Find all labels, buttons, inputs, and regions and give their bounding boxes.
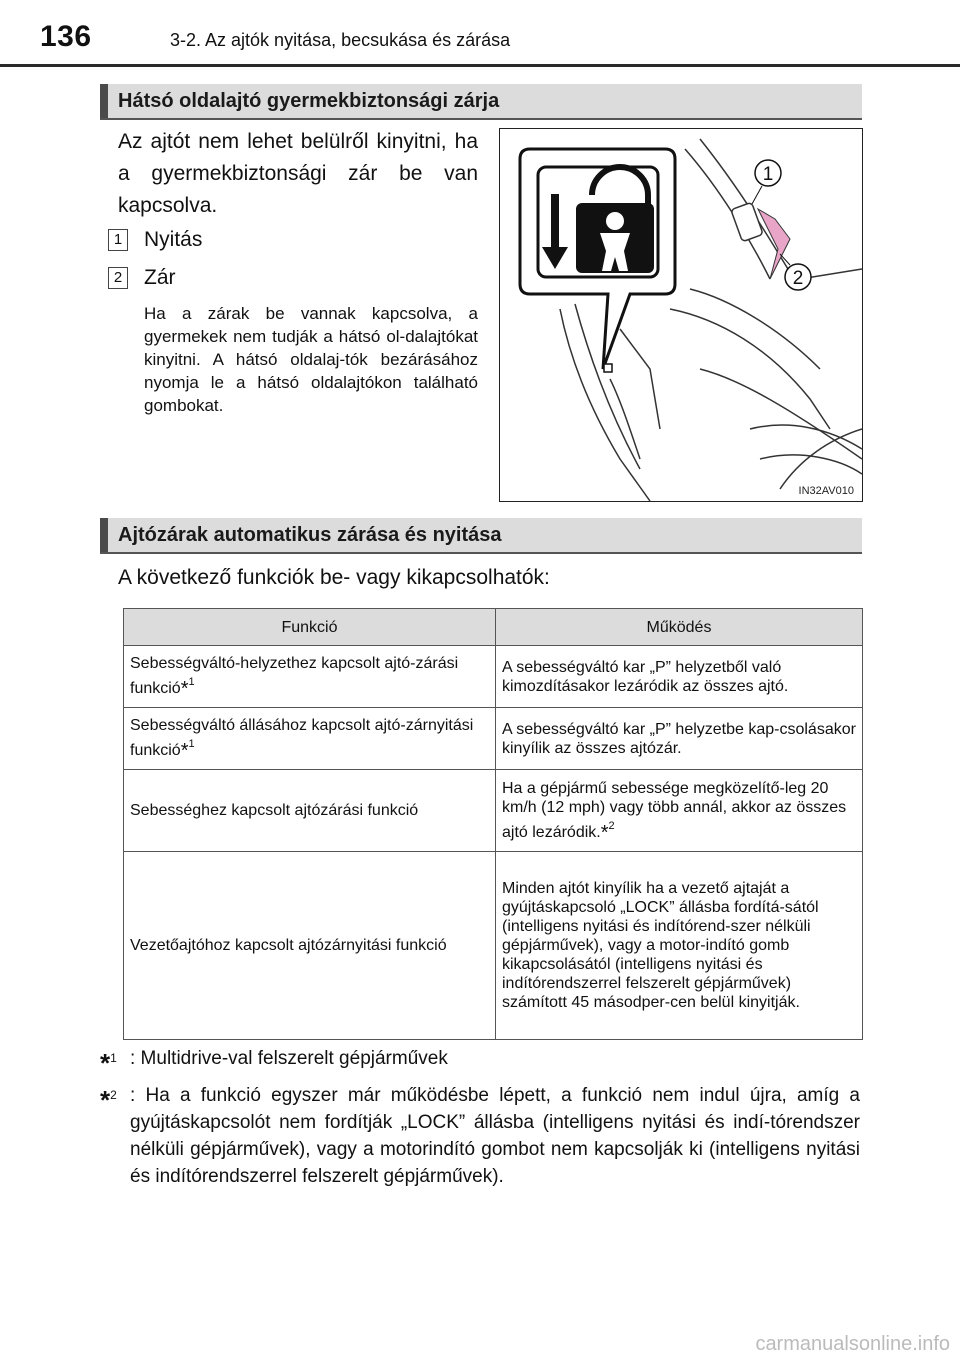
- footnote-marker: *$^1$: [100, 1048, 117, 1078]
- footnote-2: [100, 1082, 860, 1190]
- section-heading-child-lock: [100, 84, 862, 120]
- footnote-mark: *: [180, 678, 189, 700]
- callout-2-label: 2: [792, 268, 804, 289]
- function-cell: [124, 708, 496, 770]
- function-cell: [124, 852, 496, 1040]
- function-cell: [124, 770, 496, 852]
- operation-text: Minden ajtót kinyílik ha a vezető ajtaját a gyújtáskapcsoló „LOCK” állásba fordítá-sától (intelligens nyitási és indítórend-szer nélküli gépjárművek), vagy a motor-indító gomb kikapcsolásától (intelligens nyitási és indítórendszerrel felszerelt gépjárművek) számított 45 másodper-cen belül kinyitják.: [502, 880, 819, 1011]
- item-label: Zár: [144, 266, 176, 289]
- footnote-marker: *$^2$: [100, 1085, 117, 1115]
- section-title: Ajtózárak automatikus zárása és nyitása: [118, 524, 502, 546]
- list-item-lock: [108, 266, 176, 290]
- operation-text: Ha a gépjármű sebessége megközelítő-leg 20 km/h (12 mph) vagy több annál, akkor az összes ajtó lezáródik.: [502, 779, 847, 841]
- table-row: [124, 852, 863, 1040]
- section-heading-auto-lock: [100, 518, 862, 554]
- table-row: [124, 708, 863, 770]
- footnote-sup: 2: [608, 819, 615, 832]
- watermark: carmanualsonline.info: [755, 1333, 950, 1355]
- footnote-1: [100, 1045, 860, 1078]
- section-bar: [100, 518, 108, 552]
- operation-cell: [496, 646, 863, 708]
- footnote-mark: *: [600, 821, 609, 844]
- table-row: [124, 770, 863, 852]
- door-lock-drawing: [500, 129, 862, 501]
- operation-cell: [496, 852, 863, 1040]
- intro-text: Az ajtót nem lehet belülről kinyitni, ha a gyermekbiztonsági zár be van kapcsolva.: [118, 130, 478, 217]
- section-title: Hátsó oldalajtó gyermekbiztonsági zárja: [118, 90, 500, 112]
- callout-1-label: 1: [762, 164, 774, 185]
- column-header: Funkció: [124, 609, 496, 646]
- operation-text: A sebességváltó kar „P” helyzetből való kimozdításakor lezáródik az összes ajtó.: [502, 658, 789, 695]
- operation-cell: [496, 708, 863, 770]
- item-label: Nyitás: [144, 228, 203, 251]
- lock-lever-icon: [731, 202, 790, 279]
- function-text: Sebességváltó állásához kapcsolt ajtó-zárnyitási funkció: [130, 717, 474, 759]
- footnote-mark: *: [180, 740, 189, 762]
- table-row: [124, 646, 863, 708]
- page-number: 136: [40, 20, 92, 53]
- item-number: 1: [108, 229, 128, 251]
- lead-text: A következő funkciók be- vagy kikapcsolhatók:: [118, 566, 550, 589]
- functions-table: [123, 608, 863, 1040]
- chapter-title: 3-2. Az ajtók nyitása, becsukása és zárása: [170, 30, 511, 50]
- footnote-text: : Ha a funkció egyszer már működésbe lépett, a funkció nem indul újra, amíg a gyújtáskapcsolót nem fordítják „LOCK” állásba (intelligens nyitási és indí-tórendszer nélküli gépjárművek), vagy a motorindító gombot nem kapcsolják ki (intelligens nyitási és indítórendszerrel felszerelt gépjárművek).: [130, 1085, 860, 1187]
- child-lock-illustration: [499, 128, 863, 502]
- table-header-row: [124, 609, 863, 646]
- operation-cell: [496, 770, 863, 852]
- function-text: Sebességhez kapcsolt ajtózárási funkció: [130, 802, 419, 819]
- footnote-text: : Multidrive-val felszerelt gépjárművek: [130, 1048, 448, 1069]
- figure-code: IN32AV010: [798, 485, 854, 497]
- section-bar: [100, 84, 108, 118]
- list-item-open: [108, 228, 202, 252]
- function-text: Sebességváltó-helyzethez kapcsolt ajtó-zárási funkció: [130, 655, 459, 697]
- note-text: Ha a zárak be vannak kapcsolva, a gyermekek nem tudják a hátsó ol-dalajtókat kinyitni. A hátsó oldalaj-tók bezárásához nyomja le a hátsó oldalajtókon található gombokat.: [144, 304, 478, 415]
- function-cell: [124, 646, 496, 708]
- item-number: 2: [108, 267, 128, 289]
- operation-text: A sebességváltó kar „P” helyzetbe kap-csolásakor kinyílik az összes ajtózár.: [502, 720, 856, 757]
- header-rule: [0, 64, 960, 67]
- column-header: Működés: [496, 609, 863, 646]
- footnote-sup: 1: [188, 676, 195, 688]
- footnote-sup: 1: [188, 738, 195, 750]
- function-text: Vezetőajtóhoz kapcsolt ajtózárnyitási funkció: [130, 937, 447, 954]
